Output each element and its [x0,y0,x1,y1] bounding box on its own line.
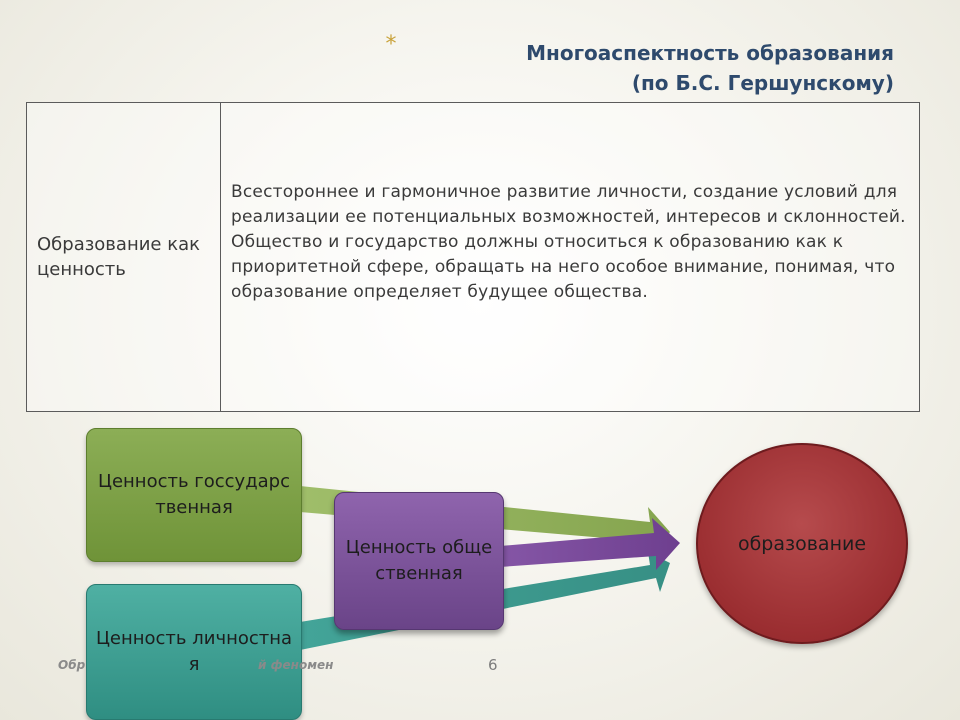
personal-value-box [86,584,302,720]
star-asterisk-icon: * [385,32,397,57]
footer-text [58,658,333,672]
education-label: образование [737,532,867,555]
title-line-2: (по Б.С. Гершунскому) [631,71,894,95]
social-value-label: Ценность общественная [345,537,493,584]
state-value-box [86,428,302,562]
footer-right: й феномен [258,658,334,672]
state-value-label: Ценность госсударственная [97,471,291,518]
page-number: 6 [488,656,498,674]
definition-cell: Всестороннее и гармоничное развитие личности, создание условий для реализации ее потенциальных возможностей, интересов и склонностей. Общество и государство должны относиться к образованию как к приоритетной сфере, обращать на него особое внимание, понимая, что образование определяет будущее общества. [221,103,920,412]
footer-left: Обр [58,658,86,672]
term-cell: Образование как ценность [27,103,221,412]
social-value-box [334,492,504,630]
title-line-1: Многоаспектность образования [526,41,894,65]
personal-value-label: Ценность личностная [95,628,293,675]
education-circle [696,443,908,644]
